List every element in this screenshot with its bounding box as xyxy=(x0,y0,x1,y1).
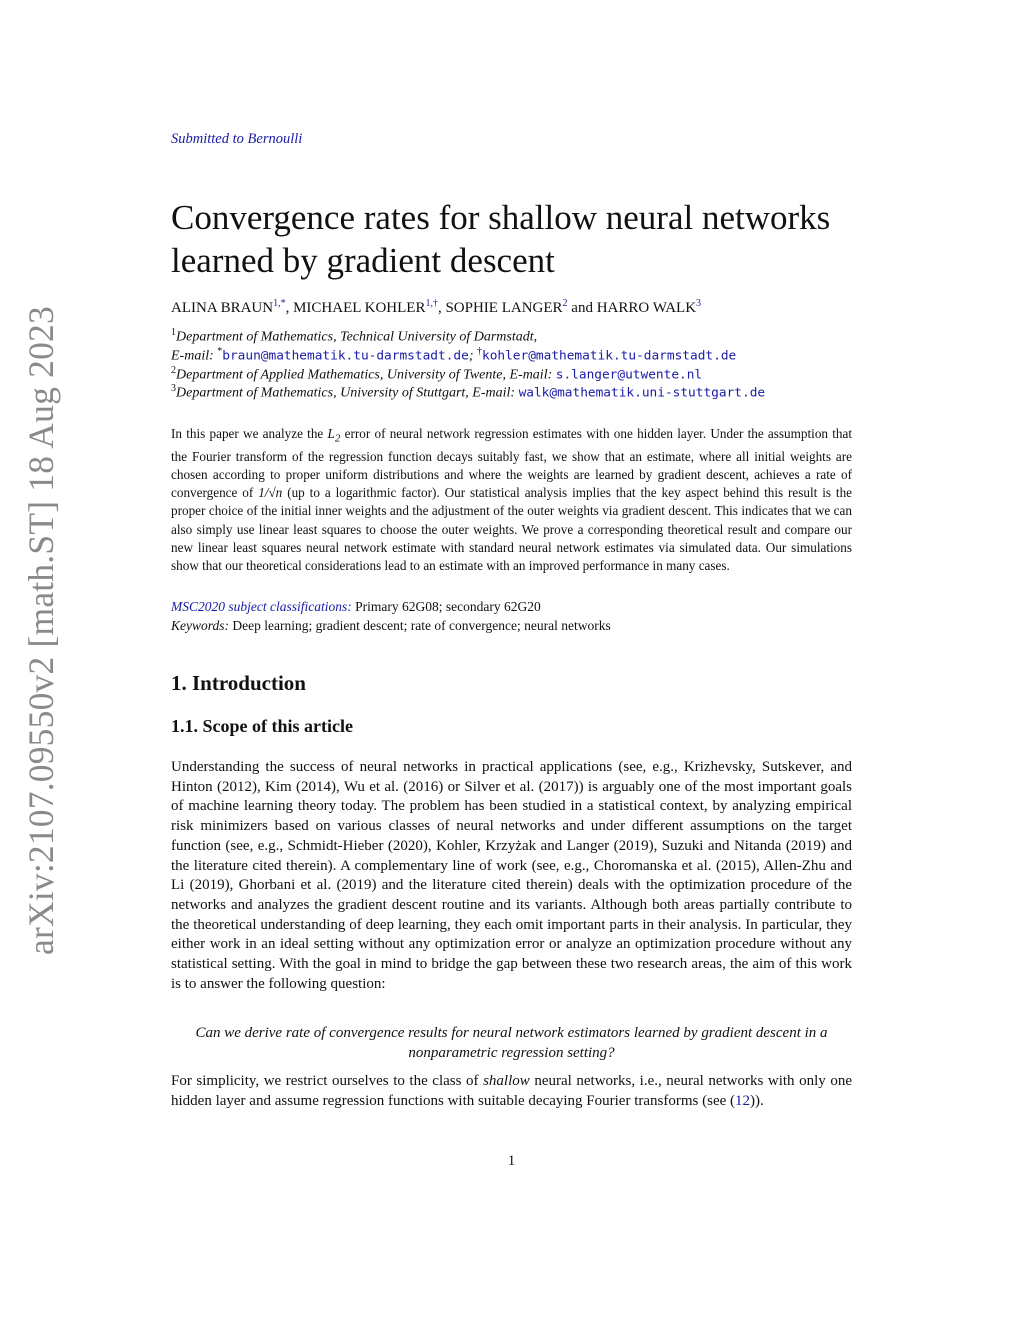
arxiv-identifier: arXiv:2107.09550v2 [math.ST] 18 Aug 2023 xyxy=(21,306,61,955)
convergence-rate: 1/√n xyxy=(258,485,283,501)
author-name: SOPHIE LANGER xyxy=(445,300,563,316)
affiliation-1 xyxy=(171,327,537,346)
author-affil-mark[interactable]: 2 xyxy=(562,298,568,309)
paren: ( xyxy=(730,1092,736,1109)
email-label: E-mail: xyxy=(171,348,214,364)
final-paragraph xyxy=(171,1072,852,1111)
section-heading: 1. Introduction xyxy=(171,671,306,695)
research-question: Can we derive rate of convergence results for neural network estimators learned by gradient descent in a nonparametric regression setting? xyxy=(195,1025,828,1061)
affiliation-number: 3 xyxy=(171,383,176,394)
affiliation-text: Department of Applied Mathematics, University of Twente, E-mail: xyxy=(176,367,553,383)
affiliation-2 xyxy=(171,365,702,384)
abstract-text: In this paper we analyze the xyxy=(171,426,324,441)
keywords-text: Deep learning; gradient descent; rate of convergence; neural networks xyxy=(232,618,611,633)
intro-paragraph: Understanding the success of neural networks in practical applications (see, e.g., Krizhevsky, Sutskever, and Hinton (2012), Kim (2014), Wu et al. (2016) or Silver et al. (2017)) is arguably one of the most important goals of machine learning theory today. The problem has been studied in a statistical context, by analyzing empirical risk minimizers based on various classes of neural networks and under different assumptions on the target function (see, e.g., Schmidt-Hieber (2020), Kohler, Krzyżak and Langer (2019), Suzuki and Nitanda (2019) and the literature cited therein). A complementary line of work (see, e.g., Choromanska et al. (2015), Allen-Zhu and Li (2019), Ghorbani et al. (2019) and the literature cited therein) deals with the optimization procedure of the networks and analyzes the gradient descent routine and its variants. Although both areas partially contribute to the theoretical understanding of deep learning, they each omit important parts in their analysis. In particular, they either work in an ideal setting without any optimization error or analyze an optimization procedure without any statistical setting. With the goal in mind to bridge the gap between these two research areas, the aim of this work is to answer the following question: xyxy=(171,759,852,992)
paper-title: Convergence rates for shallow neural networks learned by gradient descent xyxy=(171,198,831,280)
affiliation-number: 2 xyxy=(171,365,176,376)
affiliation-text: Department of Mathematics, University of Stuttgart, E-mail: xyxy=(176,385,516,401)
msc-codes: Primary 62G08; secondary 62G20 xyxy=(355,599,541,614)
affiliation-text: Department of Mathematics, Technical University of Darmstadt, xyxy=(176,329,538,345)
page-number: 1 xyxy=(507,1153,516,1169)
msc-link[interactable]: MSC2020 subject classifications: xyxy=(171,599,352,614)
l2-subscript: 2 xyxy=(334,432,341,445)
author-affil-mark[interactable]: 1,† xyxy=(425,298,438,309)
author-affil-mark[interactable]: 3 xyxy=(696,298,702,309)
equation-reference-link[interactable]: 12 xyxy=(735,1092,751,1109)
abstract-text: (up to a logarithmic factor). Our statistical analysis implies that the key aspect behind this result is the proper choice of the initial inner weights and the adjustment of the outer weights via gradient descent. This indicates that we can also simply use linear least squares to choose the outer weights. We prove a corresponding theoretical result and compare our new linear least squares neural network estimate with standard neural network estimates via simulated data. Our simulations show that our theoretical considerations lead to an estimate with an improved performance in many cases. xyxy=(171,485,853,574)
paragraph-text: neural networks, i.e., neural networks with only one hidden layer and assume regression functions with suitable decaying Fourier transforms (see xyxy=(171,1073,852,1109)
author-name: MICHAEL KOHLER xyxy=(293,300,426,316)
author-name: ALINA BRAUN xyxy=(171,300,274,316)
keywords xyxy=(171,618,611,634)
email-link[interactable]: s.langer@utwente.nl xyxy=(555,367,703,383)
emphasis-text: shallow xyxy=(483,1073,530,1089)
email-link[interactable]: kohler@mathematik.tu-darmstadt.de xyxy=(481,348,737,364)
keywords-label: Keywords: xyxy=(171,618,229,633)
author-affil-mark[interactable]: 1,* xyxy=(273,298,286,309)
abstract-text: error of neural network regression estimates with one hidden layer. Under the assumption that the Fourier transform of the regression function decays suitably fast, we show that an estimate, where all initial weights are chosen according to proper uniform distributions and where the weights are learned by gradient descent, achieves a rate of convergence of xyxy=(171,426,853,501)
paragraph-text: For simplicity, we restrict ourselves to the class of xyxy=(171,1073,479,1089)
msc-classification xyxy=(171,599,541,615)
journal-name: Submitted to Bernoulli xyxy=(171,131,303,147)
l2-symbol xyxy=(327,426,341,445)
l2-letter: L xyxy=(327,426,335,441)
author-conjunction: and xyxy=(571,300,593,316)
author-name: HARRO WALK xyxy=(596,300,697,316)
email-marker: † xyxy=(476,346,482,357)
paren: )). xyxy=(750,1092,764,1109)
subsection-heading: 1.1. Scope of this article xyxy=(171,716,353,736)
email-marker: * xyxy=(217,346,223,357)
affiliation-3 xyxy=(171,383,765,402)
author-list: ALINA $BRAUN^{1,*}$, MICHAEL $KOHLER^{1,\dagger}$, SOPHIE LANGER$^2$ and HARRO WALK$^3$ xyxy=(171,298,702,316)
affiliation-1-emails: E-mail: *braun@mathematik.tu-darmstadt.de; †kohler@mathematik.tu-darmstadt.de xyxy=(171,346,737,364)
affiliation-number: 1 xyxy=(171,327,176,338)
email-link[interactable]: braun@mathematik.tu-darmstadt.de xyxy=(222,348,469,364)
abstract xyxy=(171,425,852,575)
email-link[interactable]: walk@mathematik.uni-stuttgart.de xyxy=(518,385,766,401)
